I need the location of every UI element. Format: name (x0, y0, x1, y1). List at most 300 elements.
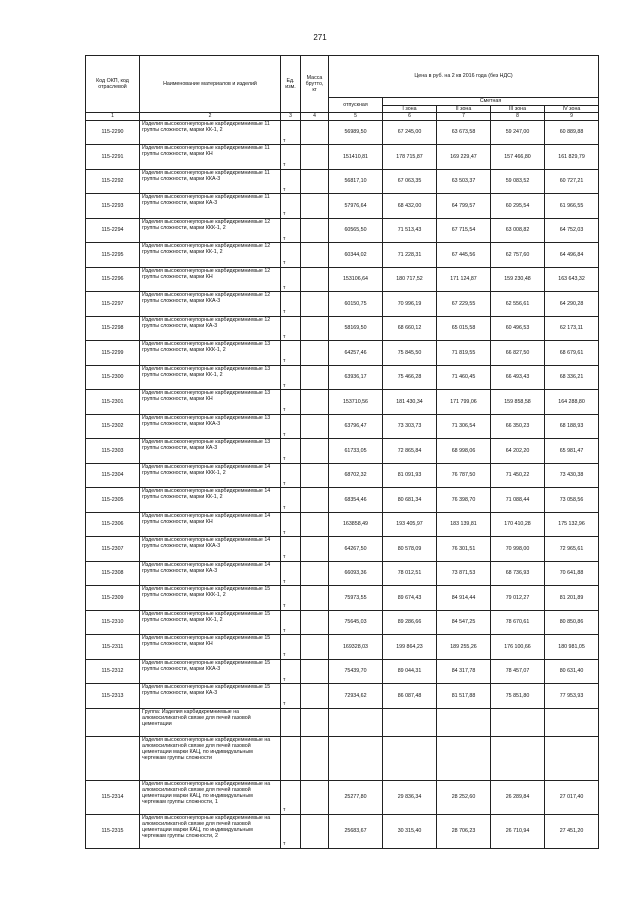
zone1-price-cell: 80 578,09 (383, 537, 437, 562)
release-price-cell: 68702,32 (329, 463, 383, 488)
zone4-price-cell: 175 132,96 (545, 512, 599, 537)
unit-cell: т (281, 561, 301, 586)
zone1-price-cell: 89 286,66 (383, 610, 437, 635)
name-cell: Изделия высокоогнеупорные карбидкремниевые 12 группы сложности, марки КК-1, 2 (140, 243, 281, 268)
release-price-cell: 25277,80 (329, 780, 383, 814)
desc-empty-cell (301, 736, 329, 780)
name-cell: Изделия высокоогнеупорные карбидкремниевые 12 группы сложности, марки ККК-1, 2 (140, 218, 281, 243)
zone3-price-cell: 62 757,60 (491, 243, 545, 268)
release-price-cell: 64267,50 (329, 537, 383, 562)
zone2-price-cell: 84 914,44 (437, 586, 491, 611)
zone3-price-cell: 78 670,61 (491, 610, 545, 635)
table-row (86, 292, 599, 317)
unit-cell: т (281, 267, 301, 292)
zone3-price-cell: 66 350,23 (491, 414, 545, 439)
zone3-price-cell: 66 827,50 (491, 341, 545, 366)
mass-cell (301, 194, 329, 219)
zone2-price-cell: 64 799,57 (437, 194, 491, 219)
release-price-cell: 163858,49 (329, 512, 383, 537)
table-row (86, 365, 599, 390)
release-price-cell: 151410,81 (329, 145, 383, 170)
code-cell: 115-2302 (86, 414, 140, 439)
table-row (86, 169, 599, 194)
zone4-price-cell: 27 017,40 (545, 780, 599, 814)
table-row (86, 610, 599, 635)
unit-cell: т (281, 512, 301, 537)
zone4-price-cell: 70 641,88 (545, 561, 599, 586)
zone2-price-cell: 183 139,81 (437, 512, 491, 537)
code-cell: 115-2315 (86, 814, 140, 848)
unit-cell: т (281, 463, 301, 488)
group-empty-cell (383, 708, 437, 736)
mass-cell (301, 586, 329, 611)
release-price-cell: 63796,47 (329, 414, 383, 439)
header-name: Наименование материалов и изделий (140, 56, 281, 113)
unit-cell: т (281, 537, 301, 562)
zone1-price-cell: 71 228,31 (383, 243, 437, 268)
zone1-price-cell: 75 845,50 (383, 341, 437, 366)
release-price-cell: 66093,36 (329, 561, 383, 586)
zone1-price-cell: 68 660,12 (383, 316, 437, 341)
zone4-price-cell: 80 631,40 (545, 659, 599, 684)
zone3-price-cell: 70 998,00 (491, 537, 545, 562)
name-cell: Изделия высокоогнеупорные карбидкремниевые 13 группы сложности, марки КК-1, 2 (140, 365, 281, 390)
zone4-price-cell: 73 058,56 (545, 488, 599, 513)
table-row (86, 512, 599, 537)
release-price-cell: 72934,62 (329, 684, 383, 709)
column-number: 3 (281, 113, 301, 120)
zone2-price-cell: 68 998,06 (437, 439, 491, 464)
code-cell: 115-2298 (86, 316, 140, 341)
table-row (86, 316, 599, 341)
zone2-price-cell: 28 706,23 (437, 814, 491, 848)
table-row (86, 194, 599, 219)
release-price-cell: 58169,50 (329, 316, 383, 341)
unit-cell: т (281, 635, 301, 660)
column-number: 4 (301, 113, 329, 120)
release-price-cell: 25683,67 (329, 814, 383, 848)
mass-cell (301, 512, 329, 537)
table-row (86, 145, 599, 170)
mass-cell (301, 635, 329, 660)
zone3-price-cell: 68 736,93 (491, 561, 545, 586)
code-cell: 115-2306 (86, 512, 140, 537)
release-price-cell: 169328,03 (329, 635, 383, 660)
code-cell: 115-2312 (86, 659, 140, 684)
mass-cell (301, 341, 329, 366)
zone1-price-cell: 72 865,84 (383, 439, 437, 464)
zone1-price-cell: 199 864,23 (383, 635, 437, 660)
zone3-price-cell: 26 710,94 (491, 814, 545, 848)
zone3-price-cell: 170 410,28 (491, 512, 545, 537)
unit-cell: т (281, 218, 301, 243)
zone1-price-cell: 75 466,28 (383, 365, 437, 390)
zone3-price-cell: 75 851,80 (491, 684, 545, 709)
header-zone-1: I зона (383, 106, 437, 113)
unit-cell: т (281, 243, 301, 268)
code-cell: 115-2307 (86, 537, 140, 562)
header-zone-3: III зона (491, 106, 545, 113)
group-title: Группа: Изделия карбидкремниевые на алюмосиликатной связке для печей газовой цементации (140, 708, 281, 736)
description-text: Изделия высокоогнеупорные карбидкремниевые на алюмосиликатной связке для печей газовой цементации марки КАЦ, по индивидуальным чертежам группы сложности (140, 736, 281, 780)
unit-cell: т (281, 292, 301, 317)
zone1-price-cell: 29 836,34 (383, 780, 437, 814)
release-price-cell: 60565,50 (329, 218, 383, 243)
mass-cell (301, 488, 329, 513)
table-row (86, 390, 599, 415)
name-cell: Изделия высокоогнеупорные карбидкремниевые 12 группы сложности, марки КН (140, 267, 281, 292)
table-row (86, 463, 599, 488)
name-cell: Изделия высокоогнеупорные карбидкремниевые 15 группы сложности, марки ККК-1, 2 (140, 586, 281, 611)
name-cell: Изделия высокоогнеупорные карбидкремниевые 11 группы сложности, марки КН (140, 145, 281, 170)
release-price-cell: 56817,10 (329, 169, 383, 194)
header-price-title: Цена в руб. на 2 кв 2016 года (без НДС) (329, 56, 599, 98)
code-cell: 115-2309 (86, 586, 140, 611)
mass-cell (301, 316, 329, 341)
code-cell: 115-2303 (86, 439, 140, 464)
release-price-cell: 153106,64 (329, 267, 383, 292)
zone3-price-cell: 60 496,53 (491, 316, 545, 341)
unit-cell: т (281, 316, 301, 341)
desc-empty-cell (437, 736, 491, 780)
zone2-price-cell: 65 015,58 (437, 316, 491, 341)
column-number: 2 (140, 113, 281, 120)
release-price-cell: 60150,75 (329, 292, 383, 317)
zone4-price-cell: 68 679,61 (545, 341, 599, 366)
table-row (86, 341, 599, 366)
release-price-cell: 61733,05 (329, 439, 383, 464)
header-zone-2: II зона (437, 106, 491, 113)
desc-empty-cell (383, 736, 437, 780)
code-cell: 115-2299 (86, 341, 140, 366)
group-empty-cell (301, 708, 329, 736)
code-cell: 115-2297 (86, 292, 140, 317)
code-cell: 115-2310 (86, 610, 140, 635)
code-cell: 115-2301 (86, 390, 140, 415)
zone2-price-cell: 171 124,87 (437, 267, 491, 292)
zone1-price-cell: 80 681,34 (383, 488, 437, 513)
mass-cell (301, 780, 329, 814)
zone2-price-cell: 63 503,37 (437, 169, 491, 194)
zone3-price-cell: 59 083,52 (491, 169, 545, 194)
name-cell: Изделия высокоогнеупорные карбидкремниевые 14 группы сложности, марки КА-3 (140, 561, 281, 586)
description-row (86, 736, 599, 780)
zone3-price-cell: 64 202,20 (491, 439, 545, 464)
mass-cell (301, 610, 329, 635)
table-row (86, 218, 599, 243)
name-cell: Изделия высокоогнеупорные карбидкремниевые 11 группы сложности, марки КК-1, 2 (140, 120, 281, 145)
header-code: Код ОКП, код отраслевой (86, 56, 140, 113)
table-row (86, 780, 599, 814)
table-row (86, 684, 599, 709)
zone4-price-cell: 180 981,05 (545, 635, 599, 660)
mass-cell (301, 365, 329, 390)
name-cell: Изделия высокоогнеупорные карбидкремниевые 13 группы сложности, марки ККК-1, 2 (140, 341, 281, 366)
group-empty-cell (329, 708, 383, 736)
release-price-cell: 153710,56 (329, 390, 383, 415)
column-number: 6 (383, 113, 437, 120)
zone1-price-cell: 78 012,51 (383, 561, 437, 586)
table-row (86, 488, 599, 513)
zone1-price-cell: 70 996,19 (383, 292, 437, 317)
column-number: 5 (329, 113, 383, 120)
zone1-price-cell: 193 405,97 (383, 512, 437, 537)
zone4-price-cell: 81 201,89 (545, 586, 599, 611)
unit-cell: т (281, 814, 301, 848)
zone2-price-cell: 189 255,26 (437, 635, 491, 660)
unit-cell: т (281, 169, 301, 194)
code-cell: 115-2293 (86, 194, 140, 219)
name-cell: Изделия высокоогнеупорные карбидкремниевые 15 группы сложности, марки КА-3 (140, 684, 281, 709)
mass-cell (301, 267, 329, 292)
desc-empty-cell (491, 736, 545, 780)
zone2-price-cell: 63 673,58 (437, 120, 491, 145)
table-row (86, 561, 599, 586)
code-cell: 115-2291 (86, 145, 140, 170)
mass-cell (301, 120, 329, 145)
group-empty-cell (491, 708, 545, 736)
zone4-price-cell: 64 752,03 (545, 218, 599, 243)
mass-cell (301, 414, 329, 439)
group-empty-cell (281, 708, 301, 736)
zone1-price-cell: 67 245,00 (383, 120, 437, 145)
zone4-price-cell: 164 288,80 (545, 390, 599, 415)
table-body-final (86, 780, 599, 848)
code-cell: 115-2294 (86, 218, 140, 243)
zone2-price-cell: 71 306,54 (437, 414, 491, 439)
column-number: 1 (86, 113, 140, 120)
zone3-price-cell: 63 008,82 (491, 218, 545, 243)
zone3-price-cell: 66 493,43 (491, 365, 545, 390)
column-number: 7 (437, 113, 491, 120)
zone1-price-cell: 71 513,43 (383, 218, 437, 243)
zone4-price-cell: 62 173,11 (545, 316, 599, 341)
zone3-price-cell: 71 450,22 (491, 463, 545, 488)
group-row (86, 708, 599, 736)
desc-empty-cell (281, 736, 301, 780)
zone2-price-cell: 169 229,47 (437, 145, 491, 170)
group-code-cell (86, 708, 140, 736)
zone1-price-cell: 73 303,73 (383, 414, 437, 439)
name-cell: Изделия высокоогнеупорные карбидкремниевые на алюмосиликатной связке для печей газовой цементации марки КАЦ, по индивидуальным чертежам группы сложности, 1 (140, 780, 281, 814)
zone1-price-cell: 180 717,52 (383, 267, 437, 292)
table-row (86, 439, 599, 464)
zone3-price-cell: 176 100,66 (491, 635, 545, 660)
release-price-cell: 64257,46 (329, 341, 383, 366)
header-zone-4: IV зона (545, 106, 599, 113)
mass-cell (301, 243, 329, 268)
code-cell: 115-2308 (86, 561, 140, 586)
header-estimate: Сметная (383, 98, 599, 106)
unit-cell: т (281, 780, 301, 814)
zone2-price-cell: 76 301,51 (437, 537, 491, 562)
table-row (86, 635, 599, 660)
zone2-price-cell: 84 547,25 (437, 610, 491, 635)
name-cell: Изделия высокоогнеупорные карбидкремниевые 12 группы сложности, марки ККА-3 (140, 292, 281, 317)
zone4-price-cell: 60 727,21 (545, 169, 599, 194)
zone1-price-cell: 81 091,93 (383, 463, 437, 488)
zone4-price-cell: 65 981,47 (545, 439, 599, 464)
unit-cell: т (281, 194, 301, 219)
mass-cell (301, 463, 329, 488)
table-row (86, 120, 599, 145)
desc-empty-cell (86, 736, 140, 780)
page-number: 271 (313, 33, 327, 42)
mass-cell (301, 169, 329, 194)
zone2-price-cell: 76 787,50 (437, 463, 491, 488)
code-cell: 115-2296 (86, 267, 140, 292)
zone3-price-cell: 159 858,58 (491, 390, 545, 415)
name-cell: Изделия высокоогнеупорные карбидкремниевые 14 группы сложности, марки ККА-3 (140, 537, 281, 562)
unit-cell: т (281, 120, 301, 145)
zone3-price-cell: 62 556,61 (491, 292, 545, 317)
zone2-price-cell: 71 819,55 (437, 341, 491, 366)
zone4-price-cell: 68 336,21 (545, 365, 599, 390)
zone4-price-cell: 73 430,38 (545, 463, 599, 488)
release-price-cell: 75439,70 (329, 659, 383, 684)
unit-cell: т (281, 390, 301, 415)
name-cell: Изделия высокоогнеупорные карбидкремниевые 15 группы сложности, марки КН (140, 635, 281, 660)
code-cell: 115-2290 (86, 120, 140, 145)
release-price-cell: 75645,03 (329, 610, 383, 635)
zone3-price-cell: 26 289,84 (491, 780, 545, 814)
name-cell: Изделия высокоогнеупорные карбидкремниевые 14 группы сложности, марки ККК-1, 2 (140, 463, 281, 488)
zone4-price-cell: 60 889,88 (545, 120, 599, 145)
zone1-price-cell: 181 430,34 (383, 390, 437, 415)
zone4-price-cell: 61 966,55 (545, 194, 599, 219)
code-cell: 115-2295 (86, 243, 140, 268)
code-cell: 115-2313 (86, 684, 140, 709)
price-table (85, 55, 599, 849)
unit-cell: т (281, 365, 301, 390)
zone2-price-cell: 71 460,45 (437, 365, 491, 390)
code-cell: 115-2314 (86, 780, 140, 814)
column-number: 9 (545, 113, 599, 120)
mass-cell (301, 814, 329, 848)
zone4-price-cell: 64 290,28 (545, 292, 599, 317)
mass-cell (301, 439, 329, 464)
mass-cell (301, 561, 329, 586)
name-cell: Изделия высокоогнеупорные карбидкремниевые 15 группы сложности, марки КК-1, 2 (140, 610, 281, 635)
table-body (86, 120, 599, 708)
desc-empty-cell (329, 736, 383, 780)
code-cell: 115-2311 (86, 635, 140, 660)
zone3-price-cell: 78 457,07 (491, 659, 545, 684)
zone3-price-cell: 60 295,54 (491, 194, 545, 219)
name-cell: Изделия высокоогнеупорные карбидкремниевые 13 группы сложности, марки ККА-3 (140, 414, 281, 439)
zone3-price-cell: 59 247,00 (491, 120, 545, 145)
header-unit: Ед. изм. (281, 56, 301, 113)
column-number: 8 (491, 113, 545, 120)
name-cell: Изделия высокоогнеупорные карбидкремниевые 14 группы сложности, марки КН (140, 512, 281, 537)
name-cell: Изделия высокоогнеупорные карбидкремниевые 12 группы сложности, марки КА-3 (140, 316, 281, 341)
unit-cell: т (281, 439, 301, 464)
zone2-price-cell: 67 445,56 (437, 243, 491, 268)
mass-cell (301, 537, 329, 562)
release-price-cell: 68354,46 (329, 488, 383, 513)
unit-cell: т (281, 341, 301, 366)
zone2-price-cell: 67 715,54 (437, 218, 491, 243)
table-row (86, 586, 599, 611)
name-cell: Изделия высокоогнеупорные карбидкремниевые 15 группы сложности, марки ККА-3 (140, 659, 281, 684)
release-price-cell: 56989,50 (329, 120, 383, 145)
zone4-price-cell: 161 829,79 (545, 145, 599, 170)
release-price-cell: 75973,55 (329, 586, 383, 611)
table-row (86, 537, 599, 562)
name-cell: Изделия высокоогнеупорные карбидкремниевые 13 группы сложности, марки КА-3 (140, 439, 281, 464)
zone4-price-cell: 68 188,93 (545, 414, 599, 439)
mass-cell (301, 145, 329, 170)
unit-cell: т (281, 145, 301, 170)
code-cell: 115-2292 (86, 169, 140, 194)
zone3-price-cell: 79 012,27 (491, 586, 545, 611)
mass-cell (301, 659, 329, 684)
zone1-price-cell: 68 432,00 (383, 194, 437, 219)
name-cell: Изделия высокоогнеупорные карбидкремниевые 11 группы сложности, марки ККА-3 (140, 169, 281, 194)
zone3-price-cell: 71 088,44 (491, 488, 545, 513)
code-cell: 115-2304 (86, 463, 140, 488)
name-cell: Изделия высокоогнеупорные карбидкремниевые на алюмосиликатной связке для печей газовой цементации марки КАЦ, по индивидуальным чертежам группы сложности, 2 (140, 814, 281, 848)
header-mass: Масса брутто, кг (301, 56, 329, 113)
unit-cell: т (281, 488, 301, 513)
name-cell: Изделия высокоогнеупорные карбидкремниевые 14 группы сложности, марки КК-1, 2 (140, 488, 281, 513)
unit-cell: т (281, 414, 301, 439)
group-empty-cell (437, 708, 491, 736)
header-release: отпускная (329, 98, 383, 113)
table-row (86, 243, 599, 268)
zone2-price-cell: 67 229,55 (437, 292, 491, 317)
release-price-cell: 63936,17 (329, 365, 383, 390)
desc-empty-cell (545, 736, 599, 780)
zone1-price-cell: 67 063,35 (383, 169, 437, 194)
unit-cell: т (281, 659, 301, 684)
release-price-cell: 57976,64 (329, 194, 383, 219)
table-row (86, 659, 599, 684)
code-cell: 115-2305 (86, 488, 140, 513)
zone1-price-cell: 30 315,40 (383, 814, 437, 848)
zone2-price-cell: 171 799,06 (437, 390, 491, 415)
zone2-price-cell: 73 871,53 (437, 561, 491, 586)
zone4-price-cell: 64 496,84 (545, 243, 599, 268)
name-cell: Изделия высокоогнеупорные карбидкремниевые 13 группы сложности, марки КН (140, 390, 281, 415)
zone2-price-cell: 28 252,60 (437, 780, 491, 814)
group-empty-cell (545, 708, 599, 736)
name-cell: Изделия высокоогнеупорные карбидкремниевые 11 группы сложности, марки КА-3 (140, 194, 281, 219)
zone4-price-cell: 77 953,93 (545, 684, 599, 709)
zone4-price-cell: 72 965,61 (545, 537, 599, 562)
zone3-price-cell: 157 466,80 (491, 145, 545, 170)
zone1-price-cell: 89 674,43 (383, 586, 437, 611)
zone4-price-cell: 27 451,20 (545, 814, 599, 848)
mass-cell (301, 684, 329, 709)
zone2-price-cell: 84 317,78 (437, 659, 491, 684)
zone1-price-cell: 178 715,87 (383, 145, 437, 170)
zone1-price-cell: 89 044,31 (383, 659, 437, 684)
zone2-price-cell: 81 517,88 (437, 684, 491, 709)
code-cell: 115-2300 (86, 365, 140, 390)
unit-cell: т (281, 586, 301, 611)
table-row (86, 267, 599, 292)
release-price-cell: 60344,02 (329, 243, 383, 268)
mass-cell (301, 390, 329, 415)
zone4-price-cell: 163 643,32 (545, 267, 599, 292)
zone2-price-cell: 76 398,70 (437, 488, 491, 513)
unit-cell: т (281, 610, 301, 635)
zone4-price-cell: 80 850,86 (545, 610, 599, 635)
table-row (86, 814, 599, 848)
zone1-price-cell: 86 087,48 (383, 684, 437, 709)
mass-cell (301, 218, 329, 243)
